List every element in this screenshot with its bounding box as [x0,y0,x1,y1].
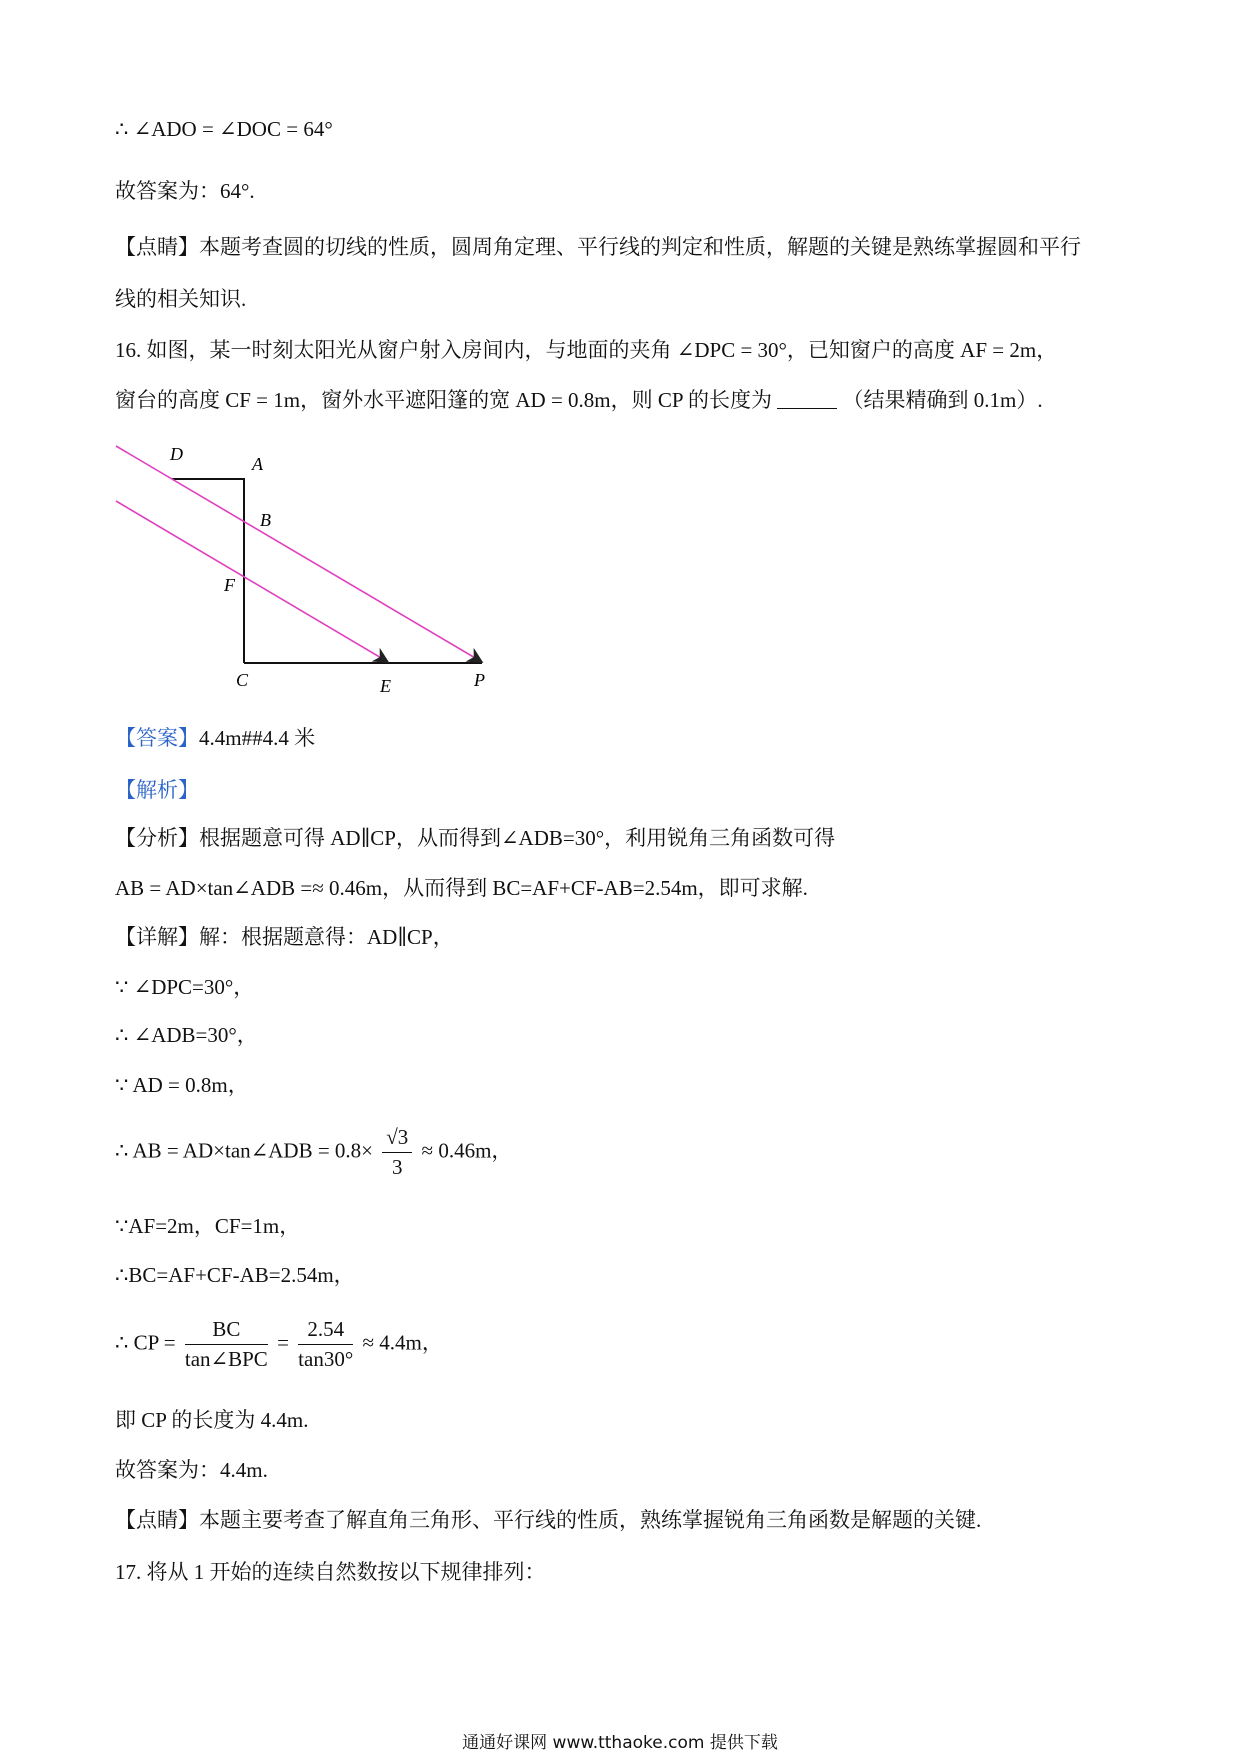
fenxi-text: 根据题意可得 AD∥CP，从而得到∠ADB=30°，利用锐角三角函数可得 [199,826,836,850]
step-3: ∵ AD = 0.8m， [115,1073,249,1097]
label-b: B [260,510,271,530]
fenxi-line [115,823,835,853]
xiangjie-tag: 【详解】 [115,925,199,949]
answer-tag: 【答案】 [115,726,199,750]
label-d: D [170,444,183,464]
label-p: P [474,670,485,690]
dianjing-tag: 【点睛】 [115,1508,199,1532]
fraction-numerator: BC [185,1317,268,1345]
fraction-denominator: 3 [392,1155,403,1179]
fraction-numerator: 2.54 [298,1317,353,1345]
fenxi-tag: 【分析】 [115,826,199,850]
dianjing-1 [115,232,1081,262]
sun-ray-lower [116,501,388,662]
value-over-tan-fraction [298,1317,353,1372]
step-2: ∴ ∠ADB=30°， [115,1023,258,1047]
question-17: 17. 将从 1 开始的连续自然数按以下规律排列： [115,1560,546,1584]
label-c: C [236,670,249,690]
fraction-denominator: tan30° [298,1347,354,1371]
step-5: ∵AF=2m，CF=1m， [115,1214,301,1238]
sqrt3-over-3-fraction [382,1125,412,1180]
q16-b1: 窗台的高度 CF = 1m，窗外水平遮阳篷的宽 AD = 0.8m，则 CP 的长度为 [115,388,773,412]
label-f: F [224,575,235,595]
label-e: E [380,676,391,696]
step-7-post: ≈ 4.4m， [362,1330,443,1355]
label-a: A [252,454,263,474]
line-1: ∴ ∠ADO = ∠DOC = 64° [115,117,333,141]
step-8: 即 CP 的长度为 4.4m. [115,1408,309,1432]
question-16-line-b [115,385,1043,415]
step-9: 故答案为：4.4m. [115,1458,268,1482]
step-1: ∵ ∠DPC=30°， [115,975,255,999]
bc-over-tan-fraction [185,1317,268,1372]
page-footer: 通通好课网 www.tthaoke.com 提供下载 [462,1733,778,1753]
line-4: 线的相关知识. [115,287,247,311]
step-7-pre: ∴ CP = [115,1330,176,1355]
fraction-numerator: √3 [382,1125,412,1153]
dianjing-text: 本题主要考查了解直角三角形、平行线的性质，熟练掌握锐角三角函数是解题的关键. [199,1508,982,1532]
question-16-line-a: 16. 如图，某一时刻太阳光从窗户射入房间内，与地面的夹角 ∠DPC = 30°，已知窗户的高度 AF = 2m， [115,338,1058,362]
step-7 [115,1317,443,1372]
window-sunlight-diagram [110,440,510,700]
q16-b2: （结果精确到 0.1m）. [842,388,1043,412]
line-2: 故答案为：64°. [115,179,255,203]
answer-blank [777,388,837,409]
dianjing-2 [115,1505,981,1535]
tag: 【点睛】 [115,235,199,259]
xiangjie-text: 解：根据题意得：AD∥CP， [199,925,454,949]
step-4-pre: ∴ AB = AD×tan∠ADB = 0.8× [115,1138,374,1163]
text: 本题考查圆的切线的性质，圆周角定理、平行线的判定和性质，解题的关键是熟练掌握圆和平行 [199,235,1081,259]
xiangjie-line [115,922,454,952]
answer-text: 4.4m##4.4 米 [199,726,316,750]
step-4 [115,1125,512,1180]
fraction-denominator: tan∠BPC [184,1347,268,1371]
answer-line [115,723,315,753]
sun-ray-upper [116,446,482,662]
step-4-post: ≈ 0.46m， [421,1138,513,1163]
equals-sign: = [277,1330,289,1355]
analysis-tag: 【解析】 [115,778,199,802]
step-6: ∴BC=AF+CF-AB=2.54m， [115,1263,355,1287]
fenxi-line-2: AB = AD×tan∠ADB =≈ 0.46m，从而得到 BC=AF+CF-AB=2.54m，即可求解. [115,876,808,900]
